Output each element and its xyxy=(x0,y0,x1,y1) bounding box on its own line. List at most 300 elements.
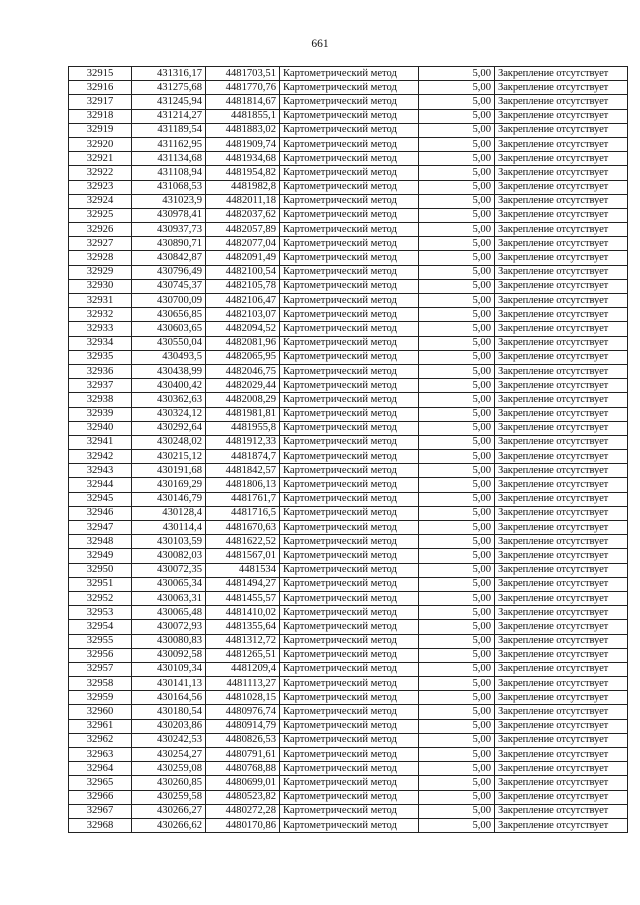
x-coordinate-cell: 430146,79 xyxy=(132,492,206,506)
fixing-cell: Закрепление отсутствует xyxy=(495,95,628,109)
fixing-cell: Закрепление отсутствует xyxy=(495,279,628,293)
method-cell: Картометрический метод xyxy=(280,464,419,478)
method-cell: Картометрический метод xyxy=(280,577,419,591)
x-coordinate-cell: 430128,4 xyxy=(132,506,206,520)
point-number-cell: 32960 xyxy=(69,705,132,719)
point-number-cell: 32948 xyxy=(69,535,132,549)
accuracy-cell: 5,00 xyxy=(419,435,495,449)
y-coordinate-cell: 4481113,27 xyxy=(206,677,280,691)
fixing-cell: Закрепление отсутствует xyxy=(495,563,628,577)
x-coordinate-cell: 430082,03 xyxy=(132,549,206,563)
table-row xyxy=(69,294,628,308)
x-coordinate-cell: 430114,4 xyxy=(132,521,206,535)
x-coordinate-cell: 431245,94 xyxy=(132,95,206,109)
method-cell: Картометрический метод xyxy=(280,634,419,648)
x-coordinate-cell: 430890,71 xyxy=(132,237,206,251)
method-cell: Картометрический метод xyxy=(280,691,419,705)
table-row xyxy=(69,662,628,676)
x-coordinate-cell: 430191,68 xyxy=(132,464,206,478)
fixing-cell: Закрепление отсутствует xyxy=(495,606,628,620)
x-coordinate-cell: 430266,27 xyxy=(132,804,206,818)
method-cell: Картометрический метод xyxy=(280,620,419,634)
y-coordinate-cell: 4482057,89 xyxy=(206,223,280,237)
y-coordinate-cell: 4480914,79 xyxy=(206,719,280,733)
y-coordinate-cell: 4480170,86 xyxy=(206,818,280,832)
accuracy-cell: 5,00 xyxy=(419,606,495,620)
fixing-cell: Закрепление отсутствует xyxy=(495,137,628,151)
point-number-cell: 32927 xyxy=(69,237,132,251)
point-number-cell: 32939 xyxy=(69,407,132,421)
table-row xyxy=(69,748,628,762)
point-number-cell: 32965 xyxy=(69,776,132,790)
table-row xyxy=(69,350,628,364)
fixing-cell: Закрепление отсутствует xyxy=(495,776,628,790)
accuracy-cell: 5,00 xyxy=(419,350,495,364)
table-row xyxy=(69,691,628,705)
table-row xyxy=(69,67,628,81)
fixing-cell: Закрепление отсутствует xyxy=(495,336,628,350)
method-cell: Картометрический метод xyxy=(280,265,419,279)
point-number-cell: 32924 xyxy=(69,194,132,208)
y-coordinate-cell: 4480976,74 xyxy=(206,705,280,719)
accuracy-cell: 5,00 xyxy=(419,492,495,506)
y-coordinate-cell: 4480768,88 xyxy=(206,762,280,776)
x-coordinate-cell: 430842,87 xyxy=(132,251,206,265)
accuracy-cell: 5,00 xyxy=(419,137,495,151)
table-row xyxy=(69,464,628,478)
y-coordinate-cell: 4481874,7 xyxy=(206,450,280,464)
table-row xyxy=(69,606,628,620)
table-row xyxy=(69,733,628,747)
fixing-cell: Закрепление отсутствует xyxy=(495,648,628,662)
x-coordinate-cell: 430248,02 xyxy=(132,435,206,449)
x-coordinate-cell: 431068,53 xyxy=(132,180,206,194)
table-row xyxy=(69,549,628,563)
x-coordinate-cell: 430254,27 xyxy=(132,748,206,762)
fixing-cell: Закрепление отсутствует xyxy=(495,790,628,804)
method-cell: Картометрический метод xyxy=(280,606,419,620)
fixing-cell: Закрепление отсутствует xyxy=(495,180,628,194)
point-number-cell: 32962 xyxy=(69,733,132,747)
accuracy-cell: 5,00 xyxy=(419,152,495,166)
accuracy-cell: 5,00 xyxy=(419,506,495,520)
accuracy-cell: 5,00 xyxy=(419,308,495,322)
point-number-cell: 32967 xyxy=(69,804,132,818)
fixing-cell: Закрепление отсутствует xyxy=(495,804,628,818)
accuracy-cell: 5,00 xyxy=(419,109,495,123)
method-cell: Картометрический метод xyxy=(280,194,419,208)
x-coordinate-cell: 430180,54 xyxy=(132,705,206,719)
method-cell: Картометрический метод xyxy=(280,506,419,520)
accuracy-cell: 5,00 xyxy=(419,705,495,719)
y-coordinate-cell: 4481494,27 xyxy=(206,577,280,591)
accuracy-cell: 5,00 xyxy=(419,591,495,605)
y-coordinate-cell: 4480699,01 xyxy=(206,776,280,790)
method-cell: Картометрический метод xyxy=(280,294,419,308)
table-row xyxy=(69,435,628,449)
accuracy-cell: 5,00 xyxy=(419,223,495,237)
fixing-cell: Закрепление отсутствует xyxy=(495,535,628,549)
fixing-cell: Закрепление отсутствует xyxy=(495,393,628,407)
x-coordinate-cell: 430292,64 xyxy=(132,421,206,435)
y-coordinate-cell: 4481770,76 xyxy=(206,81,280,95)
x-coordinate-cell: 431162,95 xyxy=(132,137,206,151)
accuracy-cell: 5,00 xyxy=(419,762,495,776)
x-coordinate-cell: 430700,09 xyxy=(132,294,206,308)
fixing-cell: Закрепление отсутствует xyxy=(495,379,628,393)
y-coordinate-cell: 4481455,57 xyxy=(206,591,280,605)
method-cell: Картометрический метод xyxy=(280,478,419,492)
fixing-cell: Закрепление отсутствует xyxy=(495,521,628,535)
fixing-cell: Закрепление отсутствует xyxy=(495,818,628,832)
point-number-cell: 32961 xyxy=(69,719,132,733)
fixing-cell: Закрепление отсутствует xyxy=(495,251,628,265)
method-cell: Картометрический метод xyxy=(280,123,419,137)
point-number-cell: 32958 xyxy=(69,677,132,691)
table-row xyxy=(69,591,628,605)
x-coordinate-cell: 430215,12 xyxy=(132,450,206,464)
accuracy-cell: 5,00 xyxy=(419,364,495,378)
x-coordinate-cell: 430438,99 xyxy=(132,364,206,378)
accuracy-cell: 5,00 xyxy=(419,776,495,790)
method-cell: Картометрический метод xyxy=(280,435,419,449)
accuracy-cell: 5,00 xyxy=(419,379,495,393)
point-number-cell: 32953 xyxy=(69,606,132,620)
y-coordinate-cell: 4481670,63 xyxy=(206,521,280,535)
table-row xyxy=(69,322,628,336)
table-row xyxy=(69,364,628,378)
fixing-cell: Закрепление отсутствует xyxy=(495,464,628,478)
x-coordinate-cell: 430400,42 xyxy=(132,379,206,393)
accuracy-cell: 5,00 xyxy=(419,818,495,832)
point-number-cell: 32947 xyxy=(69,521,132,535)
method-cell: Картометрический метод xyxy=(280,719,419,733)
point-number-cell: 32925 xyxy=(69,208,132,222)
table-row xyxy=(69,137,628,151)
table-row xyxy=(69,648,628,662)
accuracy-cell: 5,00 xyxy=(419,577,495,591)
method-cell: Картометрический метод xyxy=(280,662,419,676)
method-cell: Картометрический метод xyxy=(280,137,419,151)
accuracy-cell: 5,00 xyxy=(419,804,495,818)
y-coordinate-cell: 4481981,81 xyxy=(206,407,280,421)
point-number-cell: 32942 xyxy=(69,450,132,464)
x-coordinate-cell: 431214,27 xyxy=(132,109,206,123)
x-coordinate-cell: 430493,5 xyxy=(132,350,206,364)
method-cell: Картометрический метод xyxy=(280,535,419,549)
y-coordinate-cell: 4481806,13 xyxy=(206,478,280,492)
coordinates-table-body xyxy=(69,67,628,833)
method-cell: Картометрический метод xyxy=(280,521,419,535)
y-coordinate-cell: 4481909,74 xyxy=(206,137,280,151)
table-row xyxy=(69,535,628,549)
method-cell: Картометрический метод xyxy=(280,421,419,435)
fixing-cell: Закрепление отсутствует xyxy=(495,421,628,435)
fixing-cell: Закрепление отсутствует xyxy=(495,691,628,705)
accuracy-cell: 5,00 xyxy=(419,691,495,705)
y-coordinate-cell: 4480523,82 xyxy=(206,790,280,804)
x-coordinate-cell: 431275,68 xyxy=(132,81,206,95)
x-coordinate-cell: 430203,86 xyxy=(132,719,206,733)
y-coordinate-cell: 4482105,78 xyxy=(206,279,280,293)
point-number-cell: 32928 xyxy=(69,251,132,265)
accuracy-cell: 5,00 xyxy=(419,166,495,180)
fixing-cell: Закрепление отсутствует xyxy=(495,407,628,421)
table-row xyxy=(69,95,628,109)
y-coordinate-cell: 4481814,67 xyxy=(206,95,280,109)
x-coordinate-cell: 430109,34 xyxy=(132,662,206,676)
accuracy-cell: 5,00 xyxy=(419,393,495,407)
y-coordinate-cell: 4482077,04 xyxy=(206,237,280,251)
method-cell: Картометрический метод xyxy=(280,208,419,222)
x-coordinate-cell: 430103,59 xyxy=(132,535,206,549)
accuracy-cell: 5,00 xyxy=(419,322,495,336)
point-number-cell: 32930 xyxy=(69,279,132,293)
x-coordinate-cell: 430259,08 xyxy=(132,762,206,776)
fixing-cell: Закрепление отсутствует xyxy=(495,620,628,634)
method-cell: Картометрический метод xyxy=(280,393,419,407)
y-coordinate-cell: 4481982,8 xyxy=(206,180,280,194)
point-number-cell: 32922 xyxy=(69,166,132,180)
y-coordinate-cell: 4481312,72 xyxy=(206,634,280,648)
table-row xyxy=(69,620,628,634)
y-coordinate-cell: 4482081,96 xyxy=(206,336,280,350)
accuracy-cell: 5,00 xyxy=(419,748,495,762)
table-row xyxy=(69,237,628,251)
x-coordinate-cell: 430266,62 xyxy=(132,818,206,832)
point-number-cell: 32921 xyxy=(69,152,132,166)
fixing-cell: Закрепление отсутствует xyxy=(495,308,628,322)
x-coordinate-cell: 430259,58 xyxy=(132,790,206,804)
fixing-cell: Закрепление отсутствует xyxy=(495,322,628,336)
accuracy-cell: 5,00 xyxy=(419,407,495,421)
fixing-cell: Закрепление отсутствует xyxy=(495,294,628,308)
accuracy-cell: 5,00 xyxy=(419,733,495,747)
x-coordinate-cell: 430169,29 xyxy=(132,478,206,492)
fixing-cell: Закрепление отсутствует xyxy=(495,662,628,676)
point-number-cell: 32963 xyxy=(69,748,132,762)
method-cell: Картометрический метод xyxy=(280,407,419,421)
x-coordinate-cell: 430063,31 xyxy=(132,591,206,605)
table-row xyxy=(69,818,628,832)
point-number-cell: 32919 xyxy=(69,123,132,137)
table-row xyxy=(69,393,628,407)
y-coordinate-cell: 4482100,54 xyxy=(206,265,280,279)
fixing-cell: Закрепление отсутствует xyxy=(495,152,628,166)
y-coordinate-cell: 4481716,5 xyxy=(206,506,280,520)
y-coordinate-cell: 4481028,15 xyxy=(206,691,280,705)
fixing-cell: Закрепление отсутствует xyxy=(495,733,628,747)
accuracy-cell: 5,00 xyxy=(419,81,495,95)
method-cell: Картометрический метод xyxy=(280,563,419,577)
x-coordinate-cell: 431023,9 xyxy=(132,194,206,208)
fixing-cell: Закрепление отсутствует xyxy=(495,591,628,605)
fixing-cell: Закрепление отсутствует xyxy=(495,194,628,208)
method-cell: Картометрический метод xyxy=(280,237,419,251)
point-number-cell: 32957 xyxy=(69,662,132,676)
x-coordinate-cell: 430072,35 xyxy=(132,563,206,577)
point-number-cell: 32943 xyxy=(69,464,132,478)
accuracy-cell: 5,00 xyxy=(419,208,495,222)
method-cell: Картометрический метод xyxy=(280,591,419,605)
point-number-cell: 32937 xyxy=(69,379,132,393)
accuracy-cell: 5,00 xyxy=(419,549,495,563)
y-coordinate-cell: 4481912,33 xyxy=(206,435,280,449)
method-cell: Картометрический метод xyxy=(280,762,419,776)
accuracy-cell: 5,00 xyxy=(419,421,495,435)
method-cell: Картометрический метод xyxy=(280,364,419,378)
table-row xyxy=(69,421,628,435)
table-row xyxy=(69,478,628,492)
table-row xyxy=(69,279,628,293)
point-number-cell: 32946 xyxy=(69,506,132,520)
table-row xyxy=(69,208,628,222)
y-coordinate-cell: 4482008,29 xyxy=(206,393,280,407)
y-coordinate-cell: 4482106,47 xyxy=(206,294,280,308)
fixing-cell: Закрепление отсутствует xyxy=(495,677,628,691)
x-coordinate-cell: 430260,85 xyxy=(132,776,206,790)
table-row xyxy=(69,705,628,719)
table-row xyxy=(69,506,628,520)
method-cell: Картометрический метод xyxy=(280,67,419,81)
fixing-cell: Закрепление отсутствует xyxy=(495,762,628,776)
x-coordinate-cell: 430603,65 xyxy=(132,322,206,336)
accuracy-cell: 5,00 xyxy=(419,464,495,478)
y-coordinate-cell: 4482103,07 xyxy=(206,308,280,322)
point-number-cell: 32959 xyxy=(69,691,132,705)
method-cell: Картометрический метод xyxy=(280,109,419,123)
point-number-cell: 32964 xyxy=(69,762,132,776)
table-row xyxy=(69,379,628,393)
table-row xyxy=(69,719,628,733)
point-number-cell: 32920 xyxy=(69,137,132,151)
method-cell: Картометрический метод xyxy=(280,308,419,322)
point-number-cell: 32945 xyxy=(69,492,132,506)
table-row xyxy=(69,109,628,123)
table-row xyxy=(69,180,628,194)
method-cell: Картометрический метод xyxy=(280,251,419,265)
y-coordinate-cell: 4481209,4 xyxy=(206,662,280,676)
x-coordinate-cell: 430362,63 xyxy=(132,393,206,407)
y-coordinate-cell: 4481355,64 xyxy=(206,620,280,634)
table-row xyxy=(69,81,628,95)
y-coordinate-cell: 4480826,53 xyxy=(206,733,280,747)
y-coordinate-cell: 4482037,62 xyxy=(206,208,280,222)
method-cell: Картометрический метод xyxy=(280,95,419,109)
point-number-cell: 32918 xyxy=(69,109,132,123)
x-coordinate-cell: 430937,73 xyxy=(132,223,206,237)
table-row xyxy=(69,804,628,818)
fixing-cell: Закрепление отсутствует xyxy=(495,364,628,378)
fixing-cell: Закрепление отсутствует xyxy=(495,265,628,279)
accuracy-cell: 5,00 xyxy=(419,634,495,648)
table-row xyxy=(69,194,628,208)
accuracy-cell: 5,00 xyxy=(419,521,495,535)
point-number-cell: 32968 xyxy=(69,818,132,832)
y-coordinate-cell: 4481265,51 xyxy=(206,648,280,662)
x-coordinate-cell: 430092,58 xyxy=(132,648,206,662)
y-coordinate-cell: 4481567,01 xyxy=(206,549,280,563)
fixing-cell: Закрепление отсутствует xyxy=(495,549,628,563)
fixing-cell: Закрепление отсутствует xyxy=(495,478,628,492)
point-number-cell: 32933 xyxy=(69,322,132,336)
table-row xyxy=(69,265,628,279)
fixing-cell: Закрепление отсутствует xyxy=(495,492,628,506)
point-number-cell: 32954 xyxy=(69,620,132,634)
method-cell: Картометрический метод xyxy=(280,223,419,237)
point-number-cell: 32944 xyxy=(69,478,132,492)
page-number: 661 xyxy=(311,38,329,50)
point-number-cell: 32956 xyxy=(69,648,132,662)
method-cell: Картометрический метод xyxy=(280,166,419,180)
y-coordinate-cell: 4482029,44 xyxy=(206,379,280,393)
method-cell: Картометрический метод xyxy=(280,379,419,393)
table-row xyxy=(69,521,628,535)
accuracy-cell: 5,00 xyxy=(419,251,495,265)
y-coordinate-cell: 4481761,7 xyxy=(206,492,280,506)
point-number-cell: 32940 xyxy=(69,421,132,435)
y-coordinate-cell: 4482046,75 xyxy=(206,364,280,378)
method-cell: Картометрический метод xyxy=(280,336,419,350)
x-coordinate-cell: 430796,49 xyxy=(132,265,206,279)
y-coordinate-cell: 4481883,02 xyxy=(206,123,280,137)
point-number-cell: 32916 xyxy=(69,81,132,95)
accuracy-cell: 5,00 xyxy=(419,180,495,194)
table-row xyxy=(69,123,628,137)
point-number-cell: 32950 xyxy=(69,563,132,577)
x-coordinate-cell: 431108,94 xyxy=(132,166,206,180)
x-coordinate-cell: 430978,41 xyxy=(132,208,206,222)
accuracy-cell: 5,00 xyxy=(419,294,495,308)
method-cell: Картометрический метод xyxy=(280,492,419,506)
x-coordinate-cell: 431316,17 xyxy=(132,67,206,81)
y-coordinate-cell: 4481955,8 xyxy=(206,421,280,435)
point-number-cell: 32949 xyxy=(69,549,132,563)
point-number-cell: 32931 xyxy=(69,294,132,308)
x-coordinate-cell: 430550,04 xyxy=(132,336,206,350)
y-coordinate-cell: 4481703,51 xyxy=(206,67,280,81)
fixing-cell: Закрепление отсутствует xyxy=(495,577,628,591)
fixing-cell: Закрепление отсутствует xyxy=(495,237,628,251)
fixing-cell: Закрепление отсутствует xyxy=(495,350,628,364)
accuracy-cell: 5,00 xyxy=(419,279,495,293)
fixing-cell: Закрепление отсутствует xyxy=(495,705,628,719)
y-coordinate-cell: 4481934,68 xyxy=(206,152,280,166)
fixing-cell: Закрепление отсутствует xyxy=(495,634,628,648)
point-number-cell: 32955 xyxy=(69,634,132,648)
y-coordinate-cell: 4482065,95 xyxy=(206,350,280,364)
x-coordinate-cell: 430072,93 xyxy=(132,620,206,634)
accuracy-cell: 5,00 xyxy=(419,620,495,634)
method-cell: Картометрический метод xyxy=(280,790,419,804)
method-cell: Картометрический метод xyxy=(280,81,419,95)
fixing-cell: Закрепление отсутствует xyxy=(495,450,628,464)
point-number-cell: 32926 xyxy=(69,223,132,237)
x-coordinate-cell: 430164,56 xyxy=(132,691,206,705)
point-number-cell: 32929 xyxy=(69,265,132,279)
table-row xyxy=(69,492,628,506)
fixing-cell: Закрепление отсутствует xyxy=(495,208,628,222)
fixing-cell: Закрепление отсутствует xyxy=(495,719,628,733)
accuracy-cell: 5,00 xyxy=(419,123,495,137)
method-cell: Картометрический метод xyxy=(280,152,419,166)
fixing-cell: Закрепление отсутствует xyxy=(495,223,628,237)
accuracy-cell: 5,00 xyxy=(419,648,495,662)
fixing-cell: Закрепление отсутствует xyxy=(495,109,628,123)
point-number-cell: 32938 xyxy=(69,393,132,407)
fixing-cell: Закрепление отсутствует xyxy=(495,748,628,762)
accuracy-cell: 5,00 xyxy=(419,237,495,251)
